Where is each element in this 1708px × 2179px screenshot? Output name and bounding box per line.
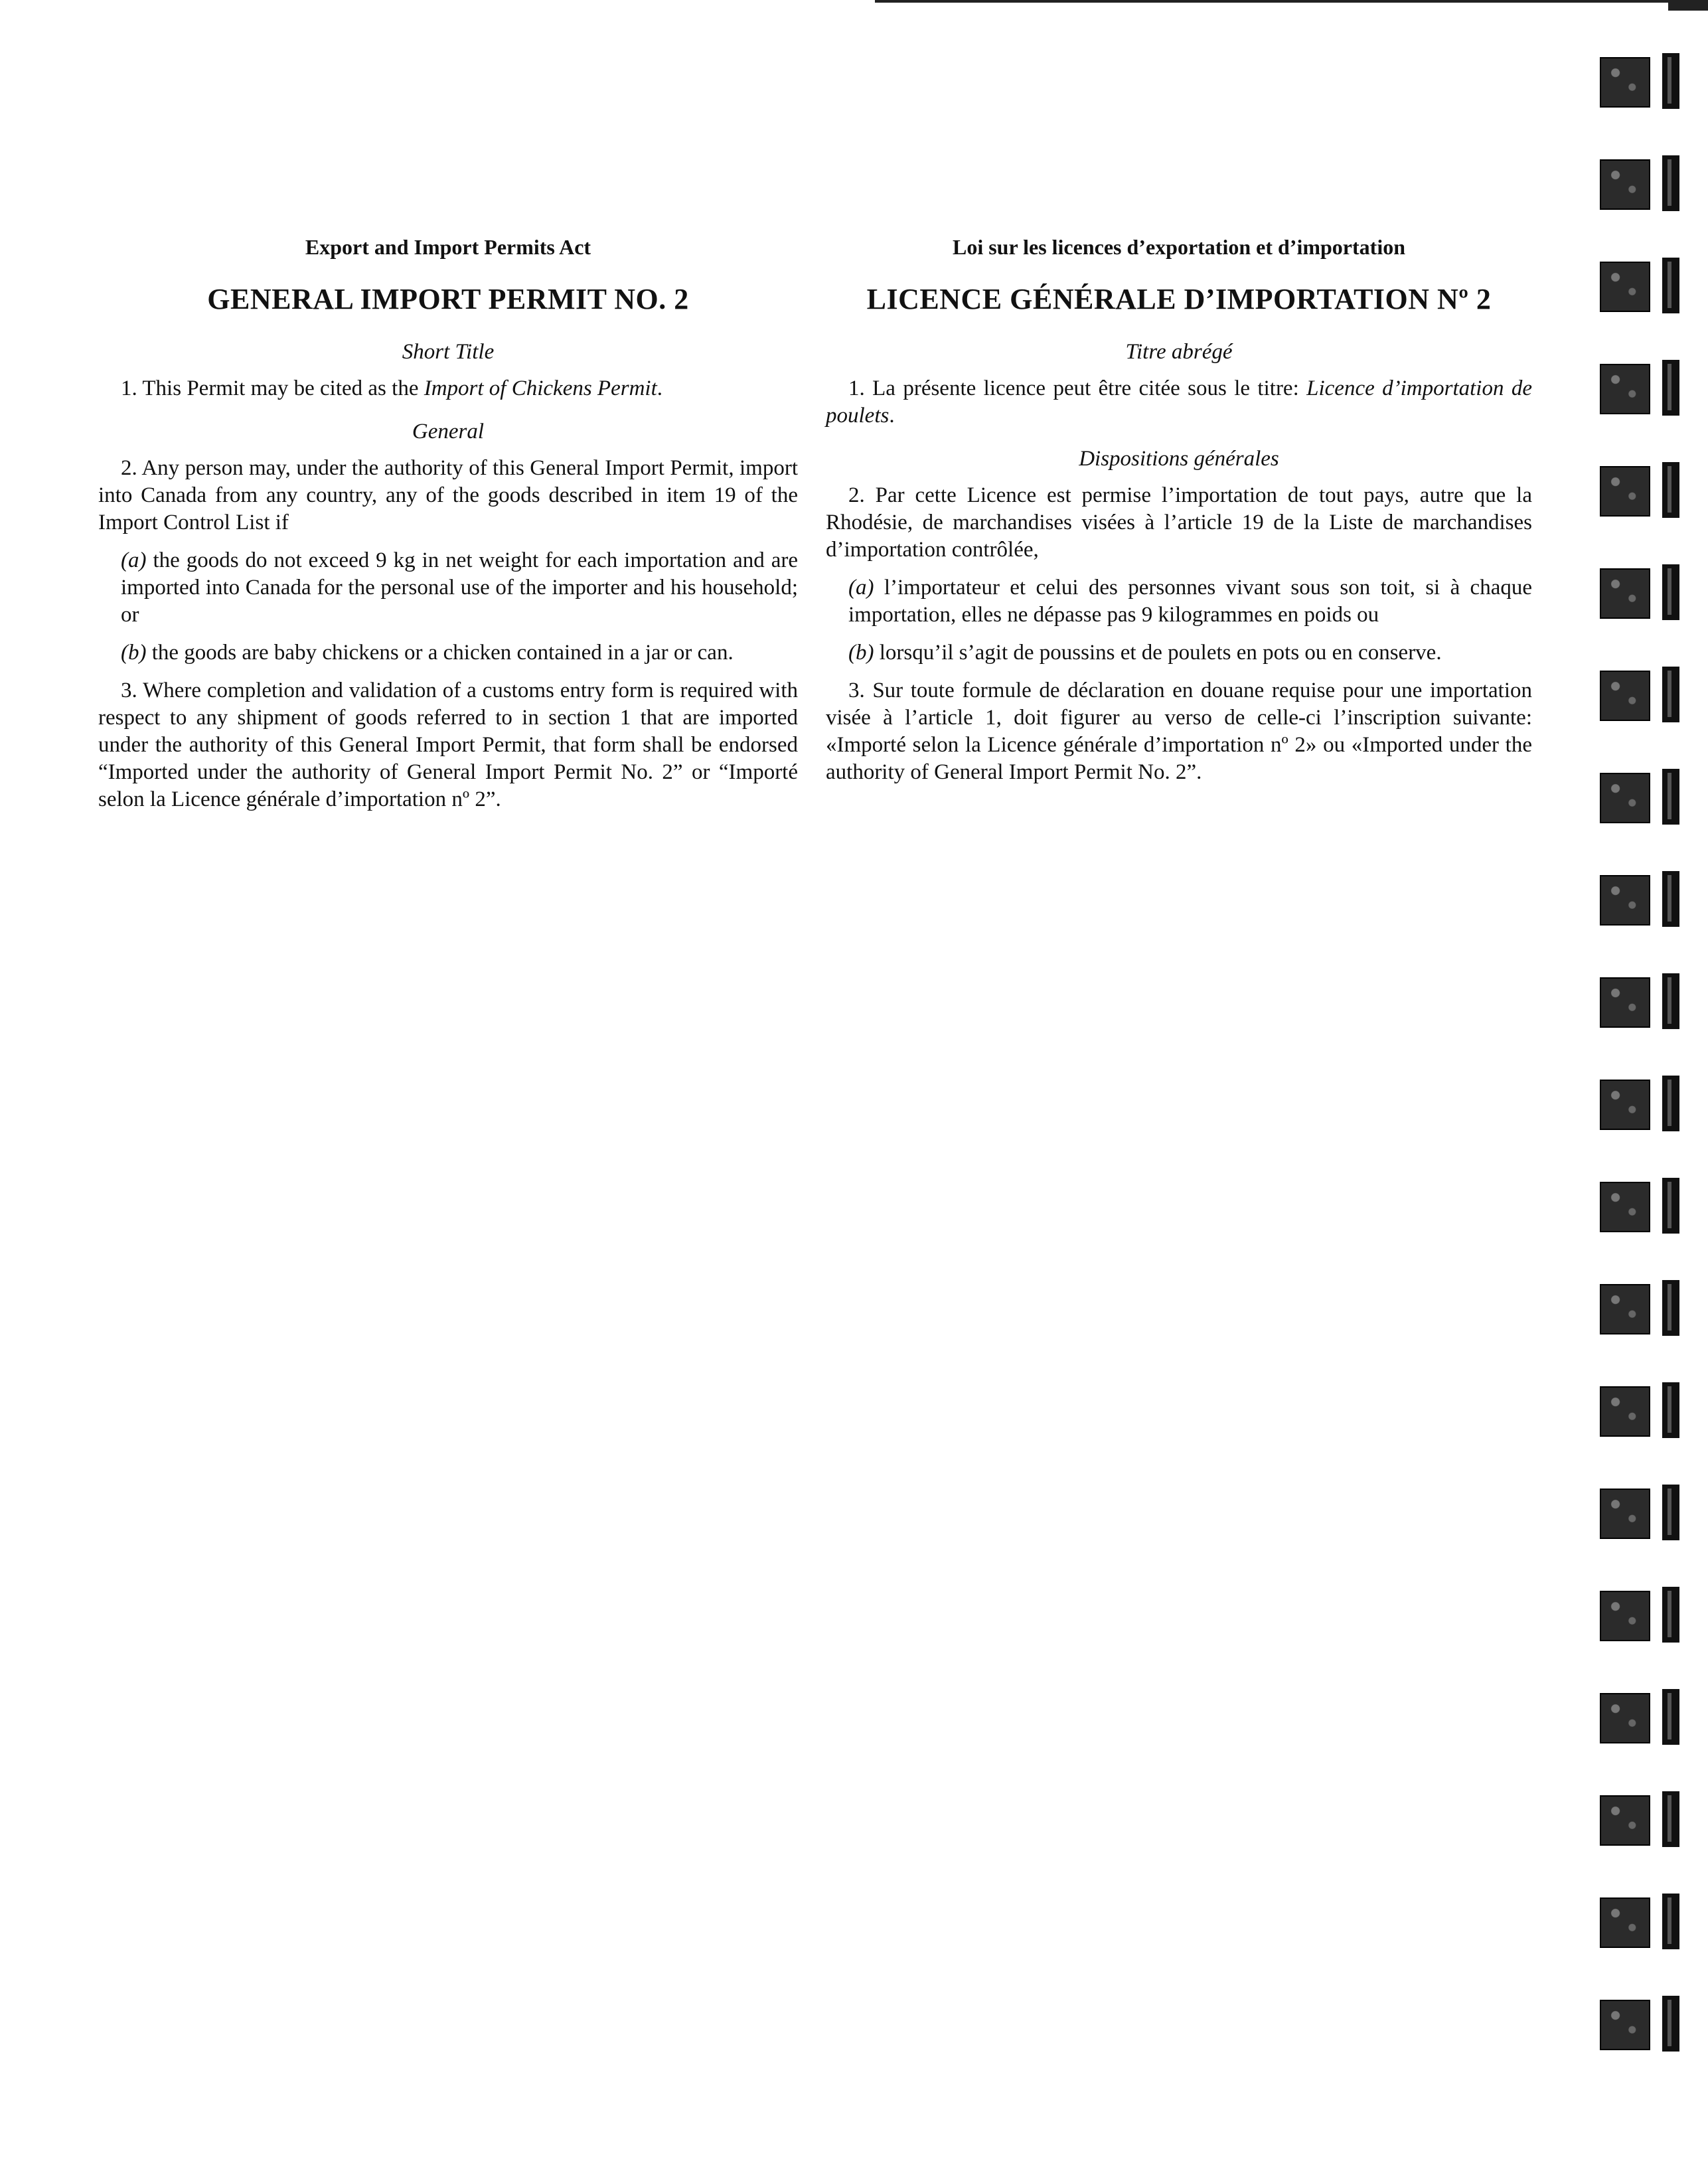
binding-ring [1596, 1587, 1689, 1644]
binding-hole [1600, 568, 1650, 619]
item-b-text: lorsqu’il s’agit de poussins et de poulets en pots ou en conserve. [874, 641, 1442, 665]
binding-wire [1657, 1689, 1679, 1745]
section-2b-english [121, 639, 798, 667]
binding-hole [1600, 1386, 1650, 1437]
binding-ring [1596, 258, 1689, 315]
binding-hole [1600, 1284, 1650, 1334]
general-heading-english: General [412, 420, 485, 444]
binding-hole [1600, 1897, 1650, 1948]
binding-ring [1596, 1280, 1689, 1337]
binding-ring [1596, 53, 1689, 110]
section-3-french: 3. Sur toute formule de déclaration en douane requise pour une importation visée à l’article 1, doit figurer au verso de celle-ci l’inscription suivante: «Importé selon la Licence générale d’importation nº 2» ou «Imported under the authority of General Import Permit No. 2”. [826, 679, 1532, 784]
general-heading-french: Dispositions générales [1079, 447, 1279, 471]
binding-wire [1657, 769, 1679, 825]
section-1-french [826, 375, 1532, 430]
binding-wire [1657, 360, 1679, 416]
item-b-label: (b) [848, 641, 874, 665]
binding-ring [1596, 973, 1689, 1030]
section-2-intro-english: 2. Any person may, under the authority of this General Import Permit, import into Canada from any country, any of the goods described in item 19 of the Import Control List if [98, 456, 798, 534]
section-1-cited-title: Import of Chickens Permit [424, 376, 657, 400]
binding-hole [1600, 466, 1650, 517]
binding-ring [1596, 667, 1689, 724]
binding-wire [1657, 1178, 1679, 1234]
binding-ring [1596, 155, 1689, 212]
binding-ring [1596, 1382, 1689, 1439]
binding-wire [1657, 1382, 1679, 1438]
binding-wire [1657, 1280, 1679, 1336]
permit-title-french: LICENCE GÉNÉRALE D’IMPORTATION Nº 2 [866, 283, 1492, 315]
binding-hole [1600, 1489, 1650, 1539]
binding-ring [1596, 1178, 1689, 1235]
binding-ring [1596, 1996, 1689, 2053]
binding-wire [1657, 1791, 1679, 1847]
binding-ring [1596, 1894, 1689, 1951]
binding-wire [1657, 973, 1679, 1029]
act-title-french: Loi sur les licences d’exportation et d’importation [952, 235, 1405, 259]
binding-ring [1596, 462, 1689, 519]
section-1-cited-title: Licence d’importation de poulets [826, 376, 1533, 428]
binding-wire [1657, 1485, 1679, 1540]
binding-ring [1596, 871, 1689, 928]
item-a-label: (a) [121, 548, 147, 572]
binding-ring [1596, 769, 1689, 826]
binding-hole [1600, 977, 1650, 1028]
binding-ring [1596, 1076, 1689, 1133]
binding-wire [1657, 155, 1679, 211]
binding-wire [1657, 667, 1679, 722]
act-title-english: Export and Import Permits Act [305, 235, 591, 259]
binding-hole [1600, 773, 1650, 823]
binding-wire [1657, 462, 1679, 518]
binding-wire [1657, 258, 1679, 313]
short-title-heading-french: Titre abrégé [1125, 340, 1233, 364]
item-a-text: the goods do not exceed 9 kg in net weight for each importation and are imported into Canada for the personal use of the importer and his household; or [121, 548, 798, 627]
item-b-text: the goods are baby chickens or a chicken contained in a jar or can. [146, 641, 734, 665]
section-2b-french [848, 639, 1532, 667]
section-2-intro-french: 2. Par cette Licence est permise l’importation de tout pays, autre que la Rhodésie, de marchandises visées à l’article 19 de la Liste de marchandises d’importation contrôlée, [826, 483, 1532, 562]
binding-hole [1600, 1693, 1650, 1743]
french-column [826, 235, 1532, 797]
binding-ring [1596, 360, 1689, 417]
binding-hole [1600, 159, 1650, 210]
binding-ring [1596, 1791, 1689, 1848]
section-2a-french [848, 574, 1532, 629]
binding-ring [1596, 1485, 1689, 1542]
section-1-tail: . [889, 404, 895, 428]
binding-wire [1657, 53, 1679, 109]
item-b-label: (b) [121, 641, 147, 665]
binding-ring [1596, 564, 1689, 621]
top-border-rule [875, 0, 1708, 3]
binding-wire [1657, 1076, 1679, 1131]
binding-wire [1657, 1587, 1679, 1643]
binding-hole [1600, 671, 1650, 721]
item-a-label: (a) [848, 576, 874, 600]
binding-wire [1657, 871, 1679, 927]
binding-wire [1657, 564, 1679, 620]
binding-hole [1600, 1182, 1650, 1232]
permit-title-english: GENERAL IMPORT PERMIT NO. 2 [207, 283, 689, 315]
section-1-tail: . [657, 376, 662, 400]
section-3-english: 3. Where completion and validation of a customs entry form is required with respect to any shipment of goods referred to in section 1 that are imported under the authority of this General Import Permit, that form shall be endorsed “Imported under the authority of General Import Permit No. 2” or “Importé selon la Licence générale d’importation nº 2”. [98, 679, 798, 811]
binding-wire [1657, 1996, 1679, 2052]
section-1-english [98, 375, 798, 402]
binding-hole [1600, 2000, 1650, 2050]
binding-hole [1600, 57, 1650, 108]
binding-hole [1600, 364, 1650, 414]
binding-ring [1596, 1689, 1689, 1746]
binding-wire [1657, 1894, 1679, 1949]
section-2a-english [121, 547, 798, 629]
item-a-text: l’importateur et celui des personnes vivant sous son toit, si à chaque importation, elles ne dépasse pas 9 kilogrammes en poids ou [848, 576, 1532, 627]
binding-hole [1600, 875, 1650, 926]
binding-hole [1600, 1795, 1650, 1846]
binding-hole [1600, 1591, 1650, 1641]
short-title-heading-english: Short Title [402, 340, 495, 364]
binding-hole [1600, 1080, 1650, 1130]
section-1-lead: 1. La présente licence peut être citée sous le titre: [848, 376, 1307, 400]
section-1-lead: 1. This Permit may be cited as the [121, 376, 424, 400]
binding-hole [1600, 262, 1650, 312]
spiral-binding [1596, 53, 1695, 2178]
english-column [98, 235, 798, 824]
